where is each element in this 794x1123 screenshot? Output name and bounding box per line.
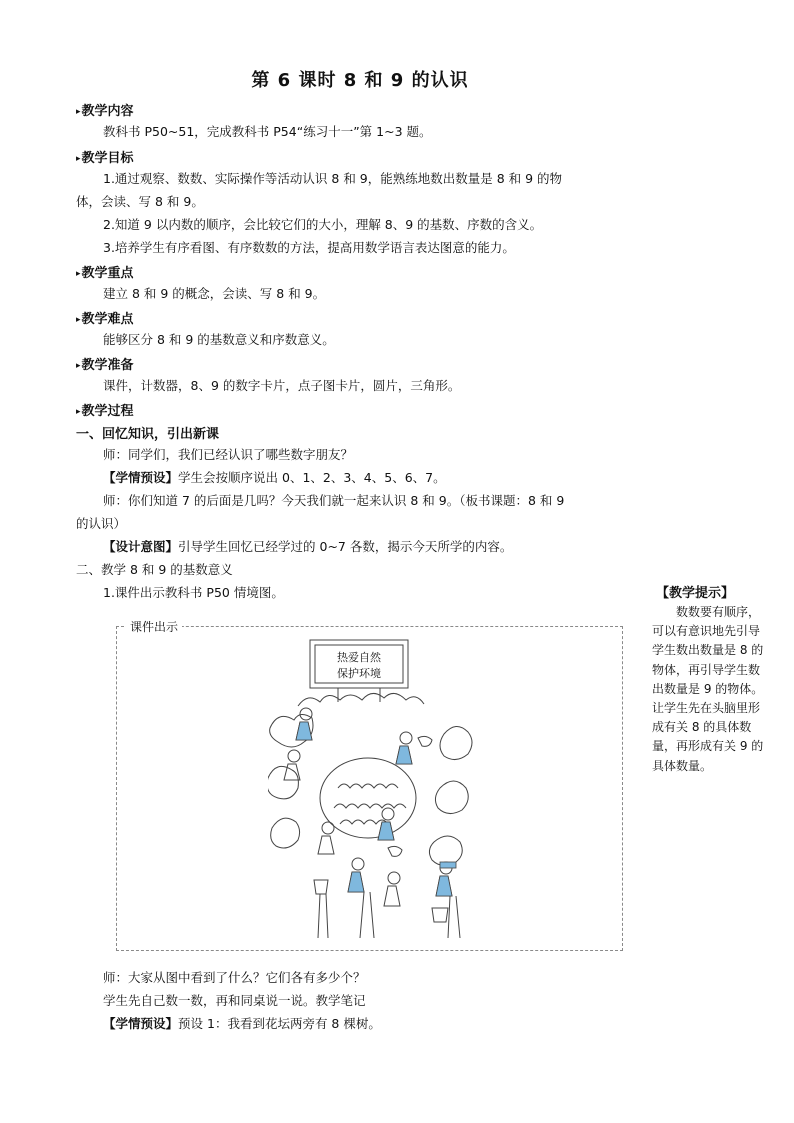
section-heading-content [76, 100, 134, 119]
heading-label: 教学目标 [81, 151, 134, 166]
dialogue-2-line-2: 的认识） [76, 516, 127, 531]
bracket-label: 【学情预设】 [103, 1016, 179, 1031]
key-points-text: 建立 8 和 9 的概念，会读、写 8 和 9。 [103, 286, 326, 301]
triangle-bullet-icon: ▸ [76, 407, 81, 417]
step-1: 1.课件出示教科书 P50 情境图。 [103, 585, 284, 600]
heading-label: 教学重点 [81, 266, 134, 281]
flower-bed [320, 758, 416, 838]
courseware-label: 课件出示 [126, 618, 182, 635]
sign-text-line-2: 保护环境 [337, 667, 381, 680]
triangle-bullet-icon: ▸ [76, 361, 81, 371]
student-preset-2 [103, 1015, 381, 1033]
bracket-text: 引导学生回忆已经学过的 0~7 各数，揭示今天所学的内容。 [178, 539, 513, 554]
dialogue-1: 师：同学们，我们已经认识了哪些数字朋友？ [103, 447, 354, 462]
section-heading-process [76, 400, 134, 419]
section-heading-preparation [76, 354, 134, 373]
part-2-heading: 二、教学 8 和 9 的基数意义 [76, 562, 233, 577]
teaching-tip-title: 【教学提示】 [656, 586, 735, 601]
bracket-text: 预设 1：我看到花坛两旁有 8 棵树。 [178, 1016, 381, 1031]
bracket-text: 学生会按顺序说出 0、1、2、3、4、5、6、7。 [178, 470, 446, 485]
goal-item-3: 3.培养学生有序看图、有序数数的方法，提高用数学语言表达图意的能力。 [103, 240, 515, 255]
tree-right-3 [429, 836, 462, 866]
student-activity: 学生先自己数一数，再和同桌说一说。教学笔记 [103, 993, 366, 1008]
bracket-label: 【学情预设】 [103, 470, 179, 485]
tree-left-3 [271, 818, 300, 848]
teaching-tip-text: 数数要有顺序，可以有意识地先引导学生数出数量是 8 的物体，再引导学生数出数量是 9 的物体。让学生先在头脑里形成有关 8 的具体数量，再形成有关 9 的具体数量。 [652, 605, 764, 773]
tree-right-2 [435, 781, 468, 814]
dialogue-2-line-1: 师：你们知道 7 的后面是几吗？今天我们就一起来认识 8 和 9。（板书课题：8 和 9 [103, 493, 565, 508]
difficulties-text: 能够区分 8 和 9 的基数意义和序数意义。 [103, 332, 335, 347]
student-preset-1 [103, 469, 446, 487]
bucket-right [432, 908, 448, 922]
tree-left-2 [268, 766, 298, 798]
triangle-bullet-icon: ▸ [76, 107, 81, 117]
section-heading-key-points [76, 262, 134, 281]
goal-item-1-line-2: 体，会读、写 8 和 9。 [76, 194, 204, 209]
sign-board [310, 640, 408, 688]
heading-label: 教学难点 [81, 312, 134, 327]
section-heading-goals [76, 147, 134, 166]
section-heading-difficulties [76, 308, 134, 327]
preparation-text: 课件，计数器，8、9 的数字卡片，点子图卡片，圆片，三角形。 [103, 378, 461, 393]
triangle-bullet-icon: ▸ [76, 269, 81, 279]
triangle-bullet-icon: ▸ [76, 154, 81, 164]
scene-illustration [268, 638, 478, 944]
goal-item-2: 2.知道 9 以内数的顺序，会比较它们的大小，理解 8、9 的基数、序数的含义。 [103, 217, 543, 232]
goal-item-1-line-1: 1.通过观察、数数、实际操作等活动认识 8 和 9，能熟练地数出数量是 8 和 9 的物 [103, 171, 563, 186]
tree-right-1 [440, 726, 472, 759]
heading-label: 教学内容 [81, 104, 134, 119]
content-text: 教科书 P50~51，完成教科书 P54“练习十一”第 1~3 题。 [103, 124, 432, 139]
sign-text-line-1: 热爱自然 [337, 651, 381, 664]
triangle-bullet-icon: ▸ [76, 315, 81, 325]
page-title: 第 6 课时 8 和 9 的认识 [251, 70, 469, 91]
bucket-left [314, 880, 328, 894]
dialogue-3: 师：大家从图中看到了什么？它们各有多少个？ [103, 970, 366, 985]
design-intent [103, 538, 512, 556]
part-1-heading: 一、回忆知识，引出新课 [76, 427, 220, 442]
heading-label: 教学过程 [81, 404, 134, 419]
heading-label: 教学准备 [81, 358, 134, 373]
bracket-label: 【设计意图】 [103, 539, 179, 554]
